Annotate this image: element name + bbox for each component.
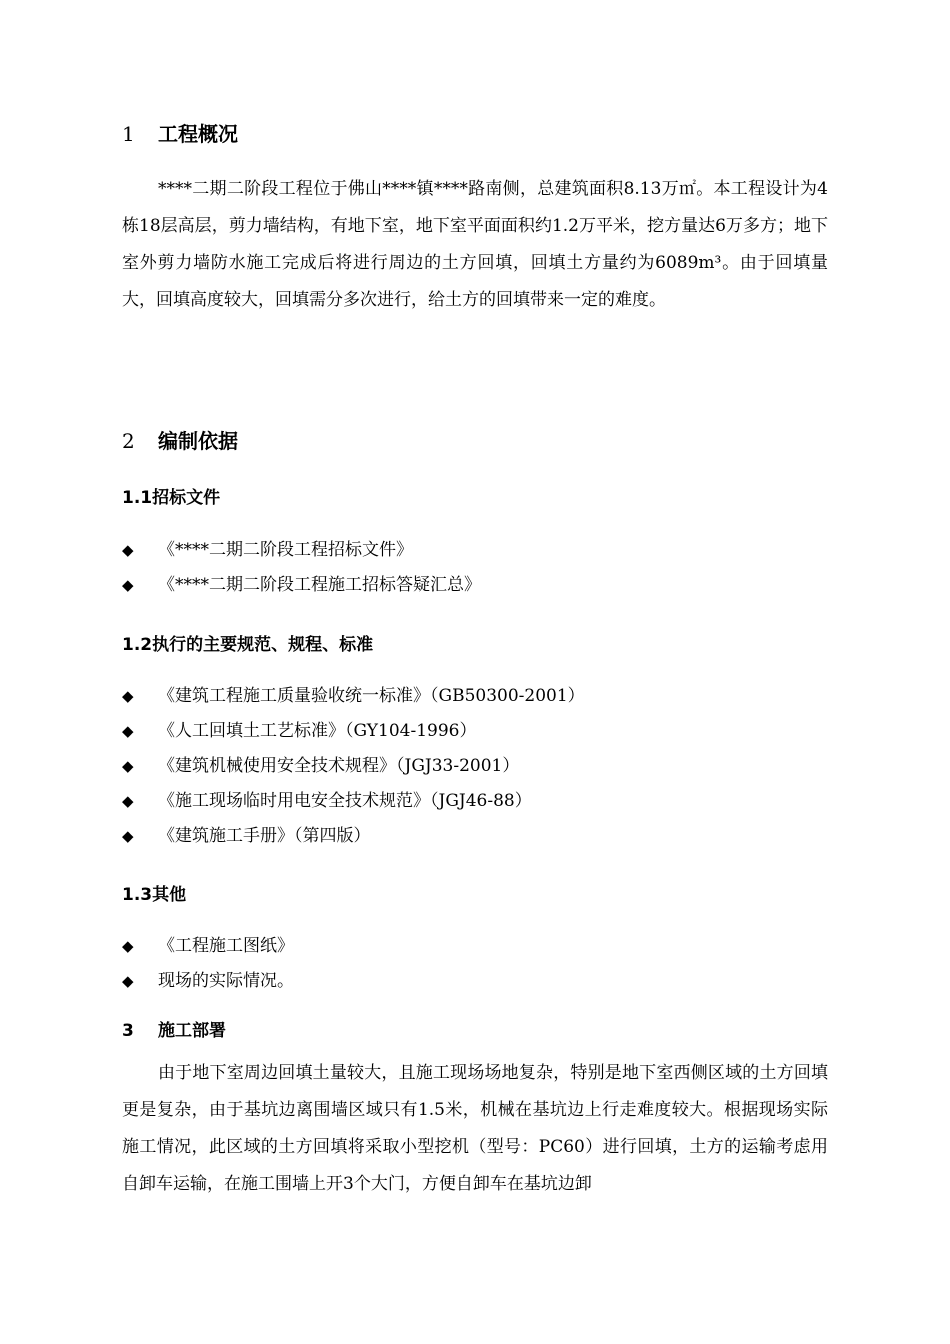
list-item: ◆ 现场的实际情况。 xyxy=(122,964,294,999)
subsection-1-2-list xyxy=(122,679,585,854)
subsection-1-1-list xyxy=(122,533,481,603)
section-title: 施工部署 xyxy=(158,1021,226,1041)
diamond-bullet-icon: ◆ xyxy=(122,757,134,775)
section-3-paragraph: 由于地下室周边回填土量较大，且施工现场场地复杂，特别是地下室西侧区域的土方回填更是复杂，由于基坑边离围墙区域只有1.5米，机械在基坑边上行走难度较大。根据现场实际施工情况，此区域的土方回填将采取小型挖机（型号：PC60）进行回填，土方的运输考虑用自卸车运输，在施工围墙上开3个大门，方便自卸车在基坑边卸 xyxy=(122,1063,828,1194)
list-item: ◆ 《人工回填土工艺标准》（GY104-1996） xyxy=(122,714,585,749)
list-item: ◆ 《施工现场临时用电安全技术规范》（JGJ46-88） xyxy=(122,784,585,819)
section-number: 3 xyxy=(122,1021,134,1041)
list-item: ◆ 《建筑工程施工质量验收统一标准》（GB50300-2001） xyxy=(122,679,585,714)
diamond-bullet-icon: ◆ xyxy=(122,541,134,559)
diamond-bullet-icon: ◆ xyxy=(122,687,134,705)
section-3-heading xyxy=(122,1016,226,1041)
section-2-heading xyxy=(122,425,238,454)
diamond-bullet-icon: ◆ xyxy=(122,722,134,740)
diamond-bullet-icon: ◆ xyxy=(122,576,134,594)
subsection-1-2-heading: 1.2执行的主要规范、规程、标准 xyxy=(122,635,374,655)
subsection-1-3-heading: 1.3其他 xyxy=(122,885,187,905)
section-1-paragraph: ****二期二阶段工程位于佛山****镇****路南侧，总建筑面积8.13万㎡。本工程设计为4栋18层高层，剪力墙结构，有地下室，地下室平面面积约1.2万平米，挖方量达6万多方；地下室外剪力墙防水施工完成后将进行周边的土方回填，回填土方量约为6089m³。由于回填量大，回填高度较大，回填需分多次进行，给土方的回填带来一定的难度。 xyxy=(122,179,828,310)
section-title: 编制依据 xyxy=(158,429,238,453)
diamond-bullet-icon: ◆ xyxy=(122,792,134,810)
section-number: 1 xyxy=(122,122,135,146)
subsection-1-3-list xyxy=(122,929,294,999)
list-item: ◆ 《建筑机械使用安全技术规程》（JGJ33-2001） xyxy=(122,749,585,784)
list-item: ◆ 《建筑施工手册》（第四版） xyxy=(122,819,585,854)
subsection-1-1-heading: 1.1招标文件 xyxy=(122,488,221,508)
list-item: ◆ 《工程施工图纸》 xyxy=(122,929,294,964)
diamond-bullet-icon: ◆ xyxy=(122,827,134,845)
diamond-bullet-icon: ◆ xyxy=(122,937,134,955)
section-number: 2 xyxy=(122,429,135,453)
section-1-heading xyxy=(122,118,238,147)
list-item: ◆ 《****二期二阶段工程招标文件》 xyxy=(122,533,481,568)
diamond-bullet-icon: ◆ xyxy=(122,972,134,990)
list-item: ◆ 《****二期二阶段工程施工招标答疑汇总》 xyxy=(122,568,481,603)
section-title: 工程概况 xyxy=(158,122,238,146)
